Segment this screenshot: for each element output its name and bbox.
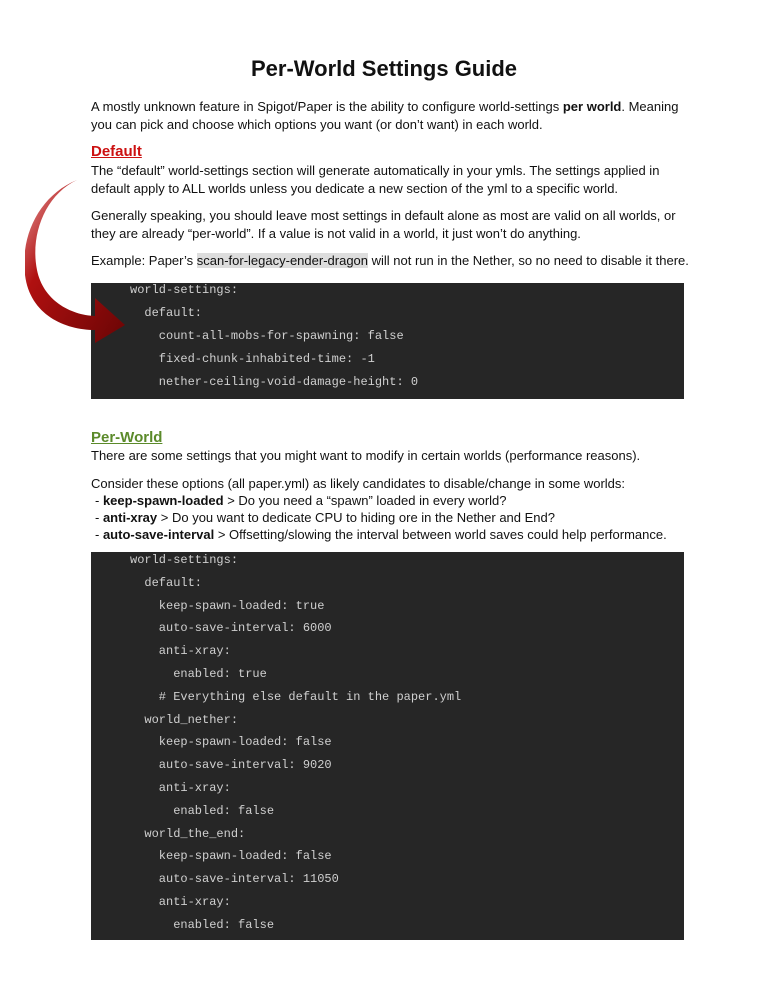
- code-line: auto-save-interval: 9020: [130, 758, 332, 773]
- code-line: keep-spawn-loaded: true: [130, 598, 325, 613]
- code-line: anti-xray:: [130, 895, 231, 909]
- page-title: Per-World Settings Guide: [250, 56, 518, 81]
- code-line: world-settings:: [130, 553, 239, 567]
- curved-red-arrow-icon: [25, 175, 135, 345]
- example-text-end: will not run in the Nether, so no need to disable it there.: [368, 253, 689, 268]
- option-key: auto-save-interval: [102, 527, 215, 542]
- code-line: anti-xray:: [130, 644, 231, 659]
- default-paragraph-2: Generally speaking, you should leave most settings in default alone as most are valid on all worlds, or they are already “per-world”. If a value is not valid in a world, it just won’t do anything.: [91, 208, 676, 241]
- intro-emphasis: per world: [562, 99, 622, 114]
- option-desc: > Do you need a “spawn” loaded in every world?: [223, 493, 507, 508]
- code-line: enabled: false: [130, 917, 275, 932]
- code-line: world-settings:: [130, 283, 239, 297]
- perworld-heading: Per-World: [91, 429, 163, 446]
- code-line: world_nether:: [130, 712, 239, 727]
- perworld-code-block: [91, 552, 684, 940]
- code-line: fixed-chunk-inhabited-time: -1: [130, 352, 375, 366]
- list-item: - keep-spawn-loaded > Do you need a “spawn” loaded in every world?: [95, 493, 507, 508]
- perworld-paragraph-2: Consider these options (all paper.yml) as likely candidates to disable/change in some worlds:: [91, 476, 626, 491]
- code-line: keep-spawn-loaded: false: [130, 735, 332, 750]
- code-line: count-all-mobs-for-spawning: false: [130, 329, 404, 343]
- option-desc: > Do you want to dedicate CPU to hiding ore in the Nether and End?: [157, 510, 555, 525]
- code-line: world_the_end:: [130, 826, 246, 841]
- code-line: default:: [130, 575, 203, 590]
- options-list: [95, 492, 667, 543]
- code-line: keep-spawn-loaded: false: [130, 849, 332, 864]
- code-line: # Everything else default in the paper.yml: [130, 689, 462, 704]
- option-desc: > Offsetting/slowing the interval between world saves could help performance.: [214, 527, 667, 542]
- code-line: anti-xray:: [130, 781, 231, 795]
- code-line: enabled: false: [130, 803, 275, 818]
- highlighted-setting: scan-for-legacy-ender-dragon: [196, 253, 369, 268]
- option-key: anti-xray: [102, 510, 158, 525]
- perworld-paragraph-1: There are some settings that you might want to modify in certain worlds (performance reasons).: [91, 448, 641, 463]
- code-line: nether-ceiling-void-damage-height: 0: [130, 375, 419, 389]
- default-example: [91, 252, 691, 270]
- option-key: keep-spawn-loaded: [102, 493, 224, 508]
- default-code-block: [91, 283, 684, 399]
- intro-text: A mostly unknown feature in Spigot/Paper is the ability to configure world-settings: [91, 99, 563, 114]
- code-line: enabled: true: [130, 667, 267, 681]
- intro-text-end: . Meaning you can pick and choose which options you want (or don’t want) in each world.: [91, 99, 679, 132]
- list-item: - auto-save-interval > Offsetting/slowing the interval between world saves could help performance.: [95, 527, 667, 542]
- code-line: auto-save-interval: 6000: [130, 621, 332, 636]
- list-item: - anti-xray > Do you want to dedicate CPU to hiding ore in the Nether and End?: [95, 510, 555, 525]
- example-text: Example: Paper’s: [91, 253, 197, 268]
- default-paragraph-1: The “default” world-settings section will generate automatically in your ymls. The settings applied in default apply to ALL worlds unless you dedicate a new section of the yml to a specific world.: [91, 163, 660, 196]
- code-line: auto-save-interval: 11050: [130, 872, 339, 887]
- code-line: default:: [130, 306, 203, 320]
- intro-paragraph: [91, 98, 691, 134]
- default-heading: Default: [91, 143, 142, 160]
